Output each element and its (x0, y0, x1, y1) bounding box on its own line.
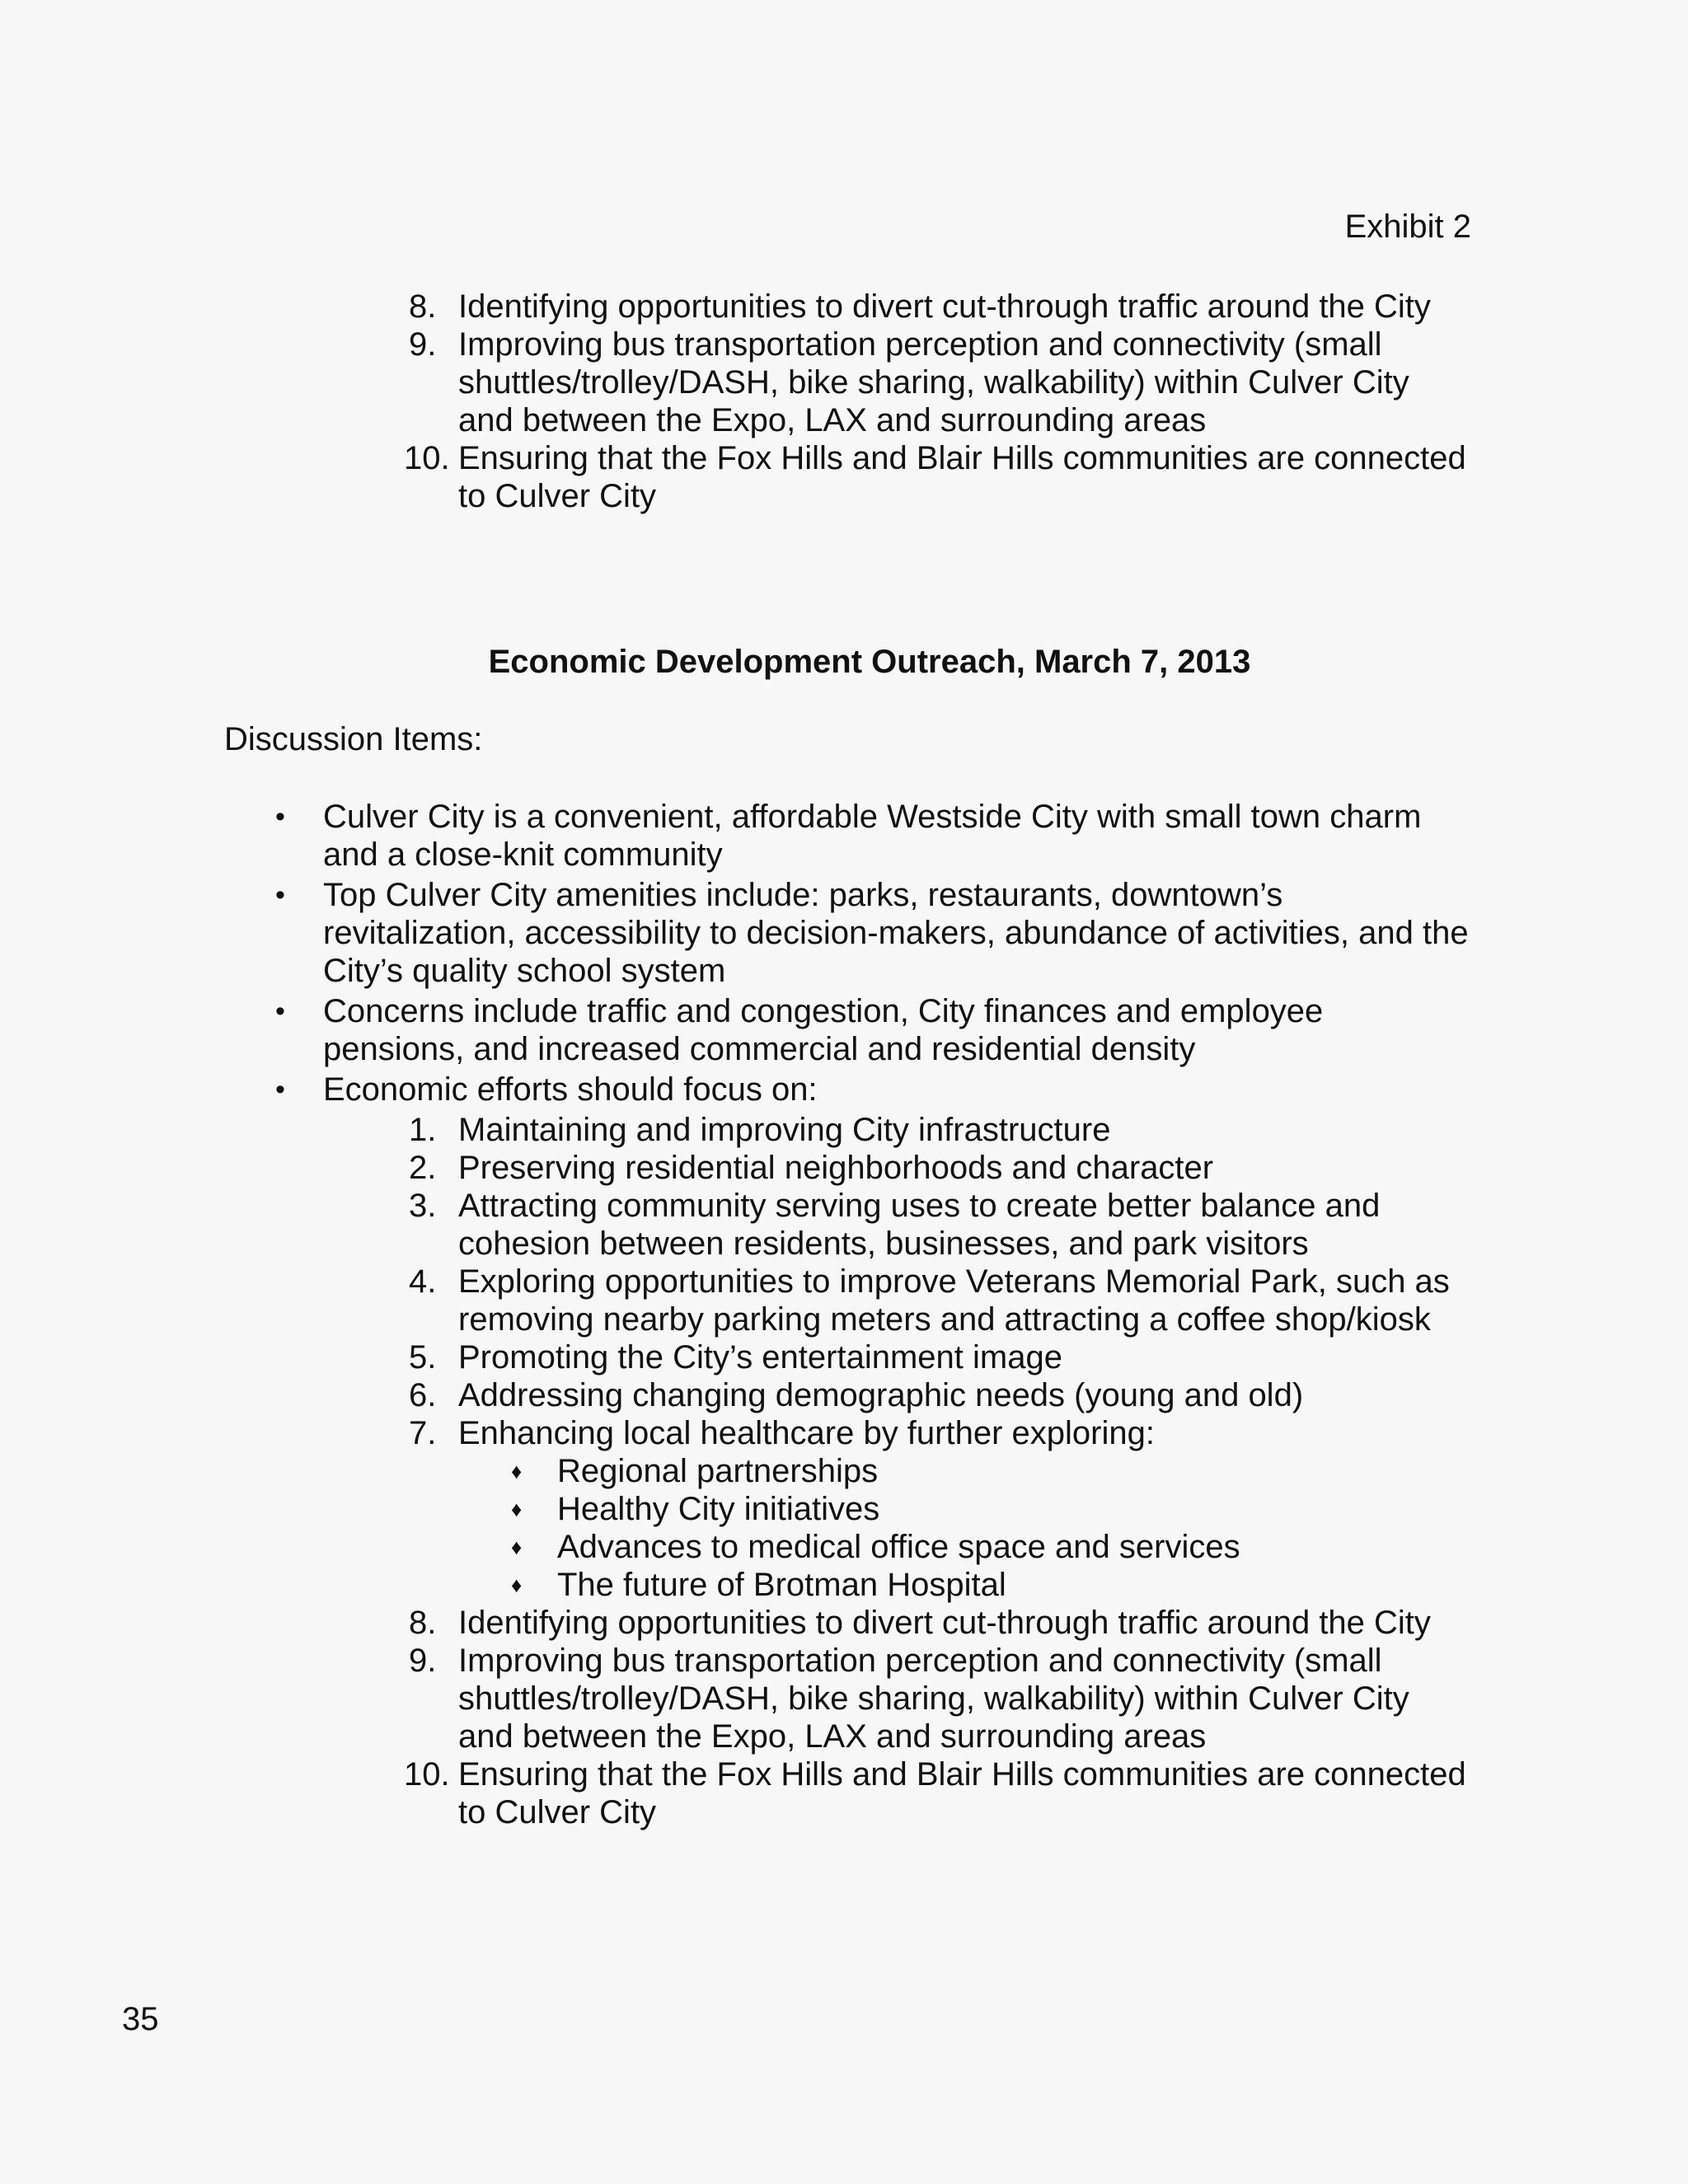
list-number: 8. (409, 1605, 437, 1641)
focus-numbered-list-continued (0, 1604, 1688, 1831)
bullet-icon: • (275, 1074, 285, 1105)
list-item-text: Exploring opportunities to improve Veterans Memorial Park, such as removing nearby parking meters and attracting a coffee shop/kiosk (458, 1263, 1450, 1338)
bullet-item (0, 1071, 1688, 1108)
bullet-text: Top Culver City amenities include: parks, restaurants, downtown’s revitalization, accessibility to decision-makers, abundance of activities, and the City’s quality school system (323, 877, 1469, 989)
sublist-item-text: The future of Brotman Hospital (557, 1567, 1006, 1603)
diamond-bullet-icon: ♦ (511, 1459, 523, 1483)
list-number: 9. (409, 326, 437, 363)
sublist-item-text: Healthy City initiatives (557, 1491, 880, 1527)
list-item (0, 1111, 1688, 1149)
diamond-bullet-icon: ♦ (511, 1535, 523, 1559)
list-number: 8. (409, 288, 437, 325)
bullet-item (0, 992, 1688, 1068)
bullet-text: Culver City is a convenient, affordable Westside City with small town charm and a close-knit community (323, 799, 1422, 873)
list-item-text: Preserving residential neighborhoods and character (458, 1150, 1214, 1186)
diamond-bullet-icon: ♦ (511, 1497, 523, 1521)
list-item-text: Identifying opportunities to divert cut-through traffic around the City (458, 1605, 1431, 1641)
bullet-icon: • (275, 801, 285, 832)
list-number: 7. (409, 1415, 437, 1451)
list-item (0, 1414, 1688, 1452)
list-item (0, 288, 1688, 326)
list-item-text: Improving bus transportation perception and connectivity (small shuttles/trolley/DASH, bike sharing, walkability) within Culver City and between the Expo, LAX and surrounding areas (458, 1643, 1409, 1755)
page-number: 35 (122, 2001, 159, 2037)
top-numbered-list (0, 288, 1688, 515)
list-item (0, 326, 1688, 439)
list-item (0, 1263, 1688, 1338)
list-item (0, 1187, 1688, 1263)
list-item (0, 1149, 1688, 1187)
list-item-text: Enhancing local healthcare by further exploring: (458, 1415, 1155, 1451)
sublist-item-text: Regional partnerships (557, 1453, 879, 1489)
sublist-item-text: Advances to medical office space and services (557, 1529, 1240, 1565)
bullet-item (0, 876, 1688, 990)
sublist-item (0, 1452, 1688, 1490)
list-item-text: Addressing changing demographic needs (young and old) (458, 1377, 1304, 1413)
list-item-text: Ensuring that the Fox Hills and Blair Hills communities are connected to Culver City (458, 1756, 1466, 1830)
list-item (0, 1338, 1688, 1376)
list-number: 5. (409, 1339, 437, 1376)
list-item (0, 439, 1688, 515)
exhibit-label: Exhibit 2 (1344, 209, 1471, 245)
healthcare-sublist (0, 1452, 1688, 1604)
sublist-item (0, 1528, 1688, 1566)
list-item (0, 1604, 1688, 1642)
sublist-item (0, 1566, 1688, 1604)
diamond-bullet-icon: ♦ (511, 1572, 523, 1597)
bullet-icon: • (275, 996, 285, 1027)
bullet-text: Concerns include traffic and congestion, City finances and employee pensions, and increased commercial and residential density (323, 993, 1324, 1067)
discussion-bullet-list (0, 798, 1688, 1831)
sublist-item (0, 1490, 1688, 1528)
list-number: 10. (404, 440, 450, 476)
list-item (0, 1376, 1688, 1414)
list-number: 10. (404, 1756, 450, 1793)
bullet-item (0, 798, 1688, 874)
list-item-text: Maintaining and improving City infrastructure (458, 1112, 1111, 1148)
list-number: 3. (409, 1188, 437, 1224)
list-item-text: Identifying opportunities to divert cut-through traffic around the City (458, 288, 1431, 325)
list-number: 6. (409, 1377, 437, 1413)
discussion-items-label: Discussion Items: (224, 721, 483, 757)
list-item-text: Promoting the City’s entertainment image (458, 1339, 1062, 1376)
list-number: 4. (409, 1263, 437, 1300)
bullet-text: Economic efforts should focus on: (323, 1071, 818, 1108)
list-item-text: Improving bus transportation perception and connectivity (small shuttles/trolley/DASH, bike sharing, walkability) within Culver City and between the Expo, LAX and surrounding areas (458, 326, 1409, 438)
bullet-icon: • (275, 879, 285, 911)
list-item-text: Ensuring that the Fox Hills and Blair Hills communities are connected to Culver City (458, 440, 1466, 514)
list-item (0, 1642, 1688, 1755)
list-number: 2. (409, 1150, 437, 1186)
list-item (0, 1755, 1688, 1831)
focus-numbered-list (0, 1111, 1688, 1452)
list-item-text: Attracting community serving uses to create better balance and cohesion between residents, businesses, and park visitors (458, 1188, 1381, 1262)
list-number: 9. (409, 1643, 437, 1679)
section-heading: Economic Development Outreach, March 7, 2013 (488, 644, 1251, 680)
list-number: 1. (409, 1112, 437, 1148)
